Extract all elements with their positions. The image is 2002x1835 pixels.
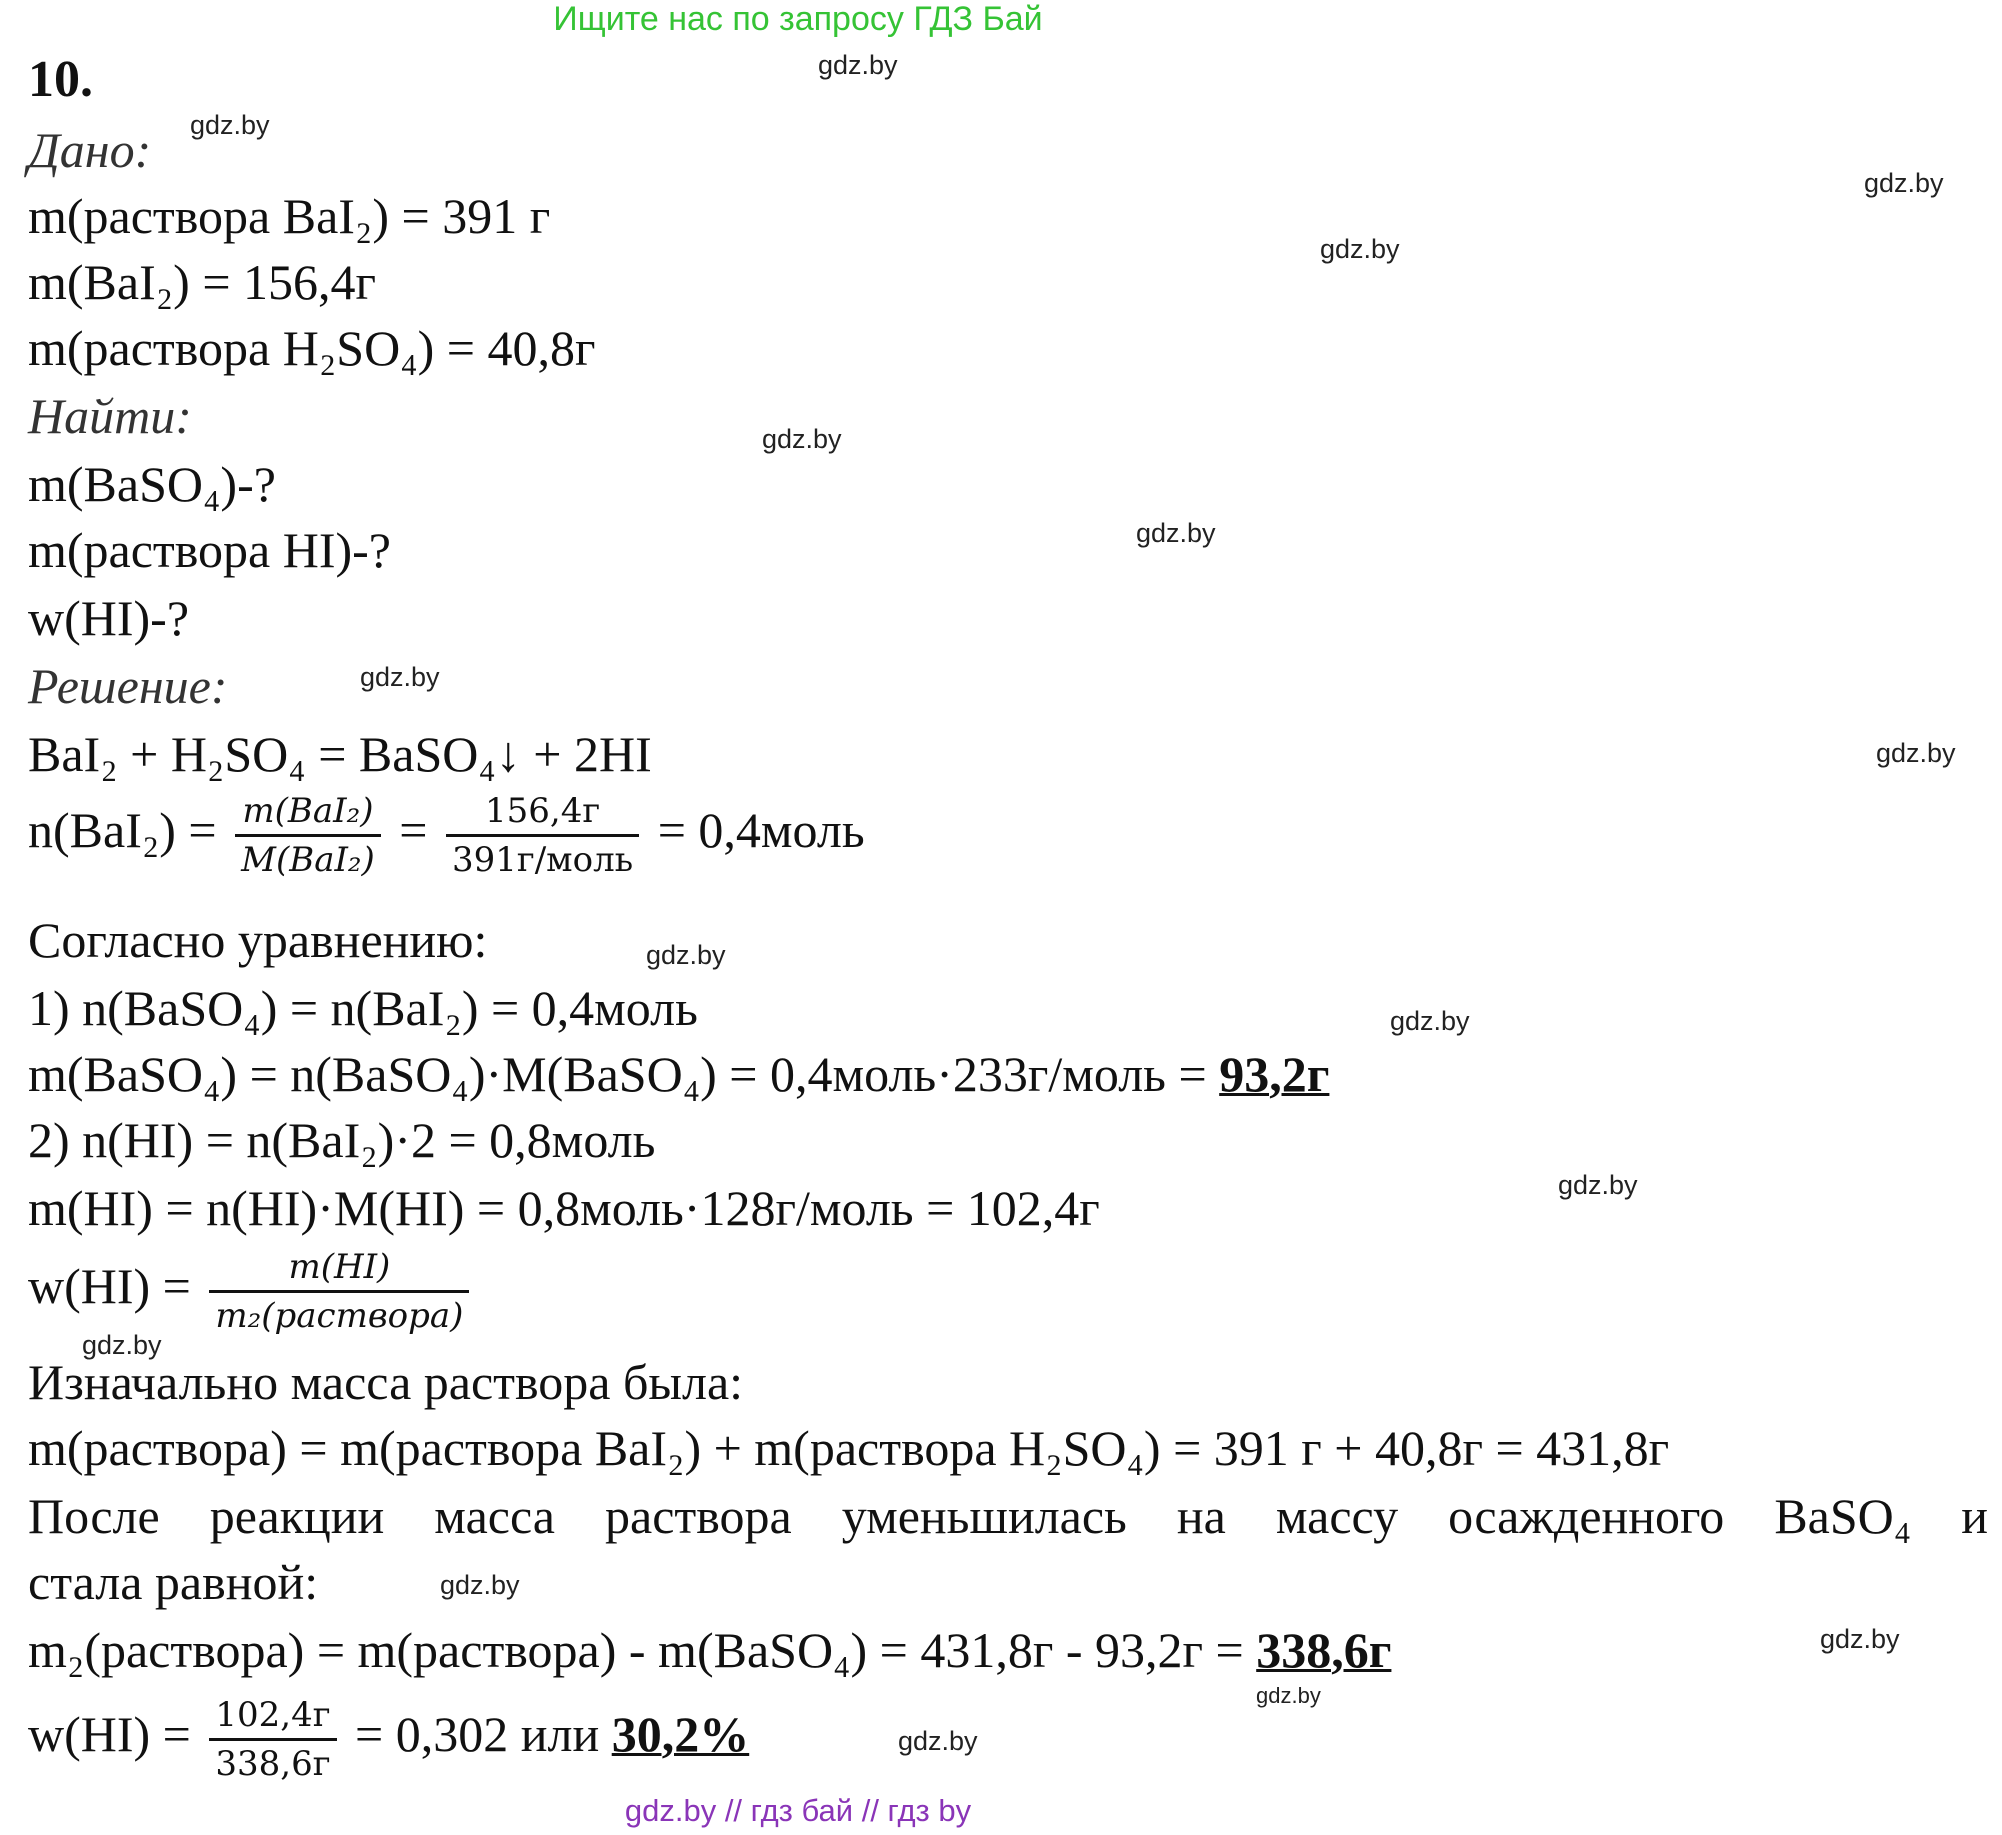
fraction-denominator: 338,6г: [215, 1744, 331, 1784]
problem-number: 10.: [28, 51, 93, 108]
m2-line: [28, 1622, 1391, 1678]
watermark: gdz.by: [1820, 1624, 1900, 1654]
answer-w-hi: 30,2%: [611, 1705, 750, 1762]
initial-mass-line: m(раствора) = m(раствора BaI₂) + m(раствора H₂SO₄) = 391 г + 40,8г = 431,8г: [28, 1420, 1670, 1476]
watermark: gdz.by: [1864, 168, 1944, 198]
fraction-w-hi: [209, 1246, 469, 1337]
answer-m-baso4: 93,2г: [1219, 1046, 1330, 1102]
watermark: gdz.by: [762, 424, 842, 454]
solution-label: Решение:: [28, 658, 228, 714]
fraction-numerator: 102,4г: [209, 1694, 336, 1741]
fraction-values: [446, 790, 639, 881]
fraction-numerator: 156,4г: [446, 790, 639, 837]
watermark: gdz.by: [1320, 234, 1400, 264]
m-baso4-calc: m(BaSO₄) = n(BaSO₄)·M(BaSO₄) = 0,4моль·233г/моль =: [28, 1046, 1220, 1102]
watermark: gdz.by: [1558, 1170, 1638, 1200]
given-item: m(BaI₂) = 156,4г: [28, 254, 377, 310]
fraction-mass-over-molar: [235, 790, 381, 881]
fraction-numerator: m(HI): [209, 1246, 469, 1293]
w-hi-lhs: w(HI) =: [28, 1257, 191, 1314]
watermark: gdz.by: [1136, 518, 1216, 548]
watermark: gdz.by: [1256, 1683, 1321, 1708]
w-hi-final: [28, 1694, 749, 1785]
find-item: w(HI)-?: [28, 590, 190, 646]
w-hi-final-lhs: w(HI) =: [28, 1705, 191, 1762]
after-reaction-text: После реакции масса раствора уменьшилась на массу осажденного BaSO₄ и: [28, 1488, 1988, 1544]
fraction-numerator: m(BaI₂): [235, 790, 381, 837]
n-bai2-formula: [28, 790, 865, 881]
m-hi-line: m(HI) = n(HI)·M(HI) = 0,8моль·128г/моль = 102,4г: [28, 1180, 1100, 1236]
according-text: Согласно уравнению:: [28, 912, 488, 968]
watermark: gdz.by: [818, 50, 898, 80]
watermark: gdz.by: [646, 940, 726, 970]
given-item: m(раствора H₂SO₄) = 40,8г: [28, 320, 596, 376]
fraction-denominator: m₂(раствора): [215, 1296, 464, 1336]
find-label: Найти:: [28, 388, 192, 444]
watermark: gdz.by: [440, 1570, 520, 1600]
equals-sign: =: [399, 801, 428, 858]
fraction-denominator: 391г/моль: [452, 840, 634, 880]
footer-links[interactable]: gdz.by // гдз бай // гдз by: [624, 1793, 972, 1828]
search-hint-link[interactable]: Ищите нас по запросу ГДЗ Бай: [553, 0, 1043, 38]
m-baso4-line: [28, 1046, 1329, 1102]
w-hi-final-mid: = 0,302 или: [355, 1705, 612, 1762]
n-bai2-lhs: n(BaI₂) =: [28, 801, 217, 858]
fraction-denominator: M(BaI₂): [241, 840, 375, 880]
initial-mass-text: Изначально масса раствора была:: [28, 1354, 744, 1410]
find-item: m(BaSO₄)-?: [28, 456, 276, 512]
answer-m2: 338,6г: [1256, 1622, 1392, 1678]
watermark: gdz.by: [190, 110, 270, 140]
reaction-equation: BaI₂ + H₂SO₄ = BaSO₄↓ + 2HI: [28, 726, 652, 782]
after-reaction-text-2: стала равной:: [28, 1554, 319, 1610]
step-1: 1) n(BaSO₄) = n(BaI₂) = 0,4моль: [28, 980, 698, 1036]
fraction-w-final: [209, 1694, 336, 1785]
watermark: gdz.by: [1876, 738, 1956, 768]
watermark: gdz.by: [82, 1330, 162, 1360]
m2-calc: m₂(раствора) = m(раствора) - m(BaSO₄) = 431,8г - 93,2г =: [28, 1622, 1257, 1678]
given-label: Дано:: [28, 122, 152, 178]
w-hi-formula: [28, 1246, 475, 1337]
watermark: gdz.by: [360, 662, 440, 692]
watermark: gdz.by: [1390, 1006, 1470, 1036]
n-bai2-result: = 0,4моль: [657, 801, 865, 858]
watermark: gdz.by: [898, 1726, 978, 1756]
find-item: m(раствора HI)-?: [28, 522, 391, 578]
given-item: m(раствора BaI₂) = 391 г: [28, 188, 551, 244]
step-2: 2) n(HI) = n(BaI₂)·2 = 0,8моль: [28, 1112, 656, 1168]
